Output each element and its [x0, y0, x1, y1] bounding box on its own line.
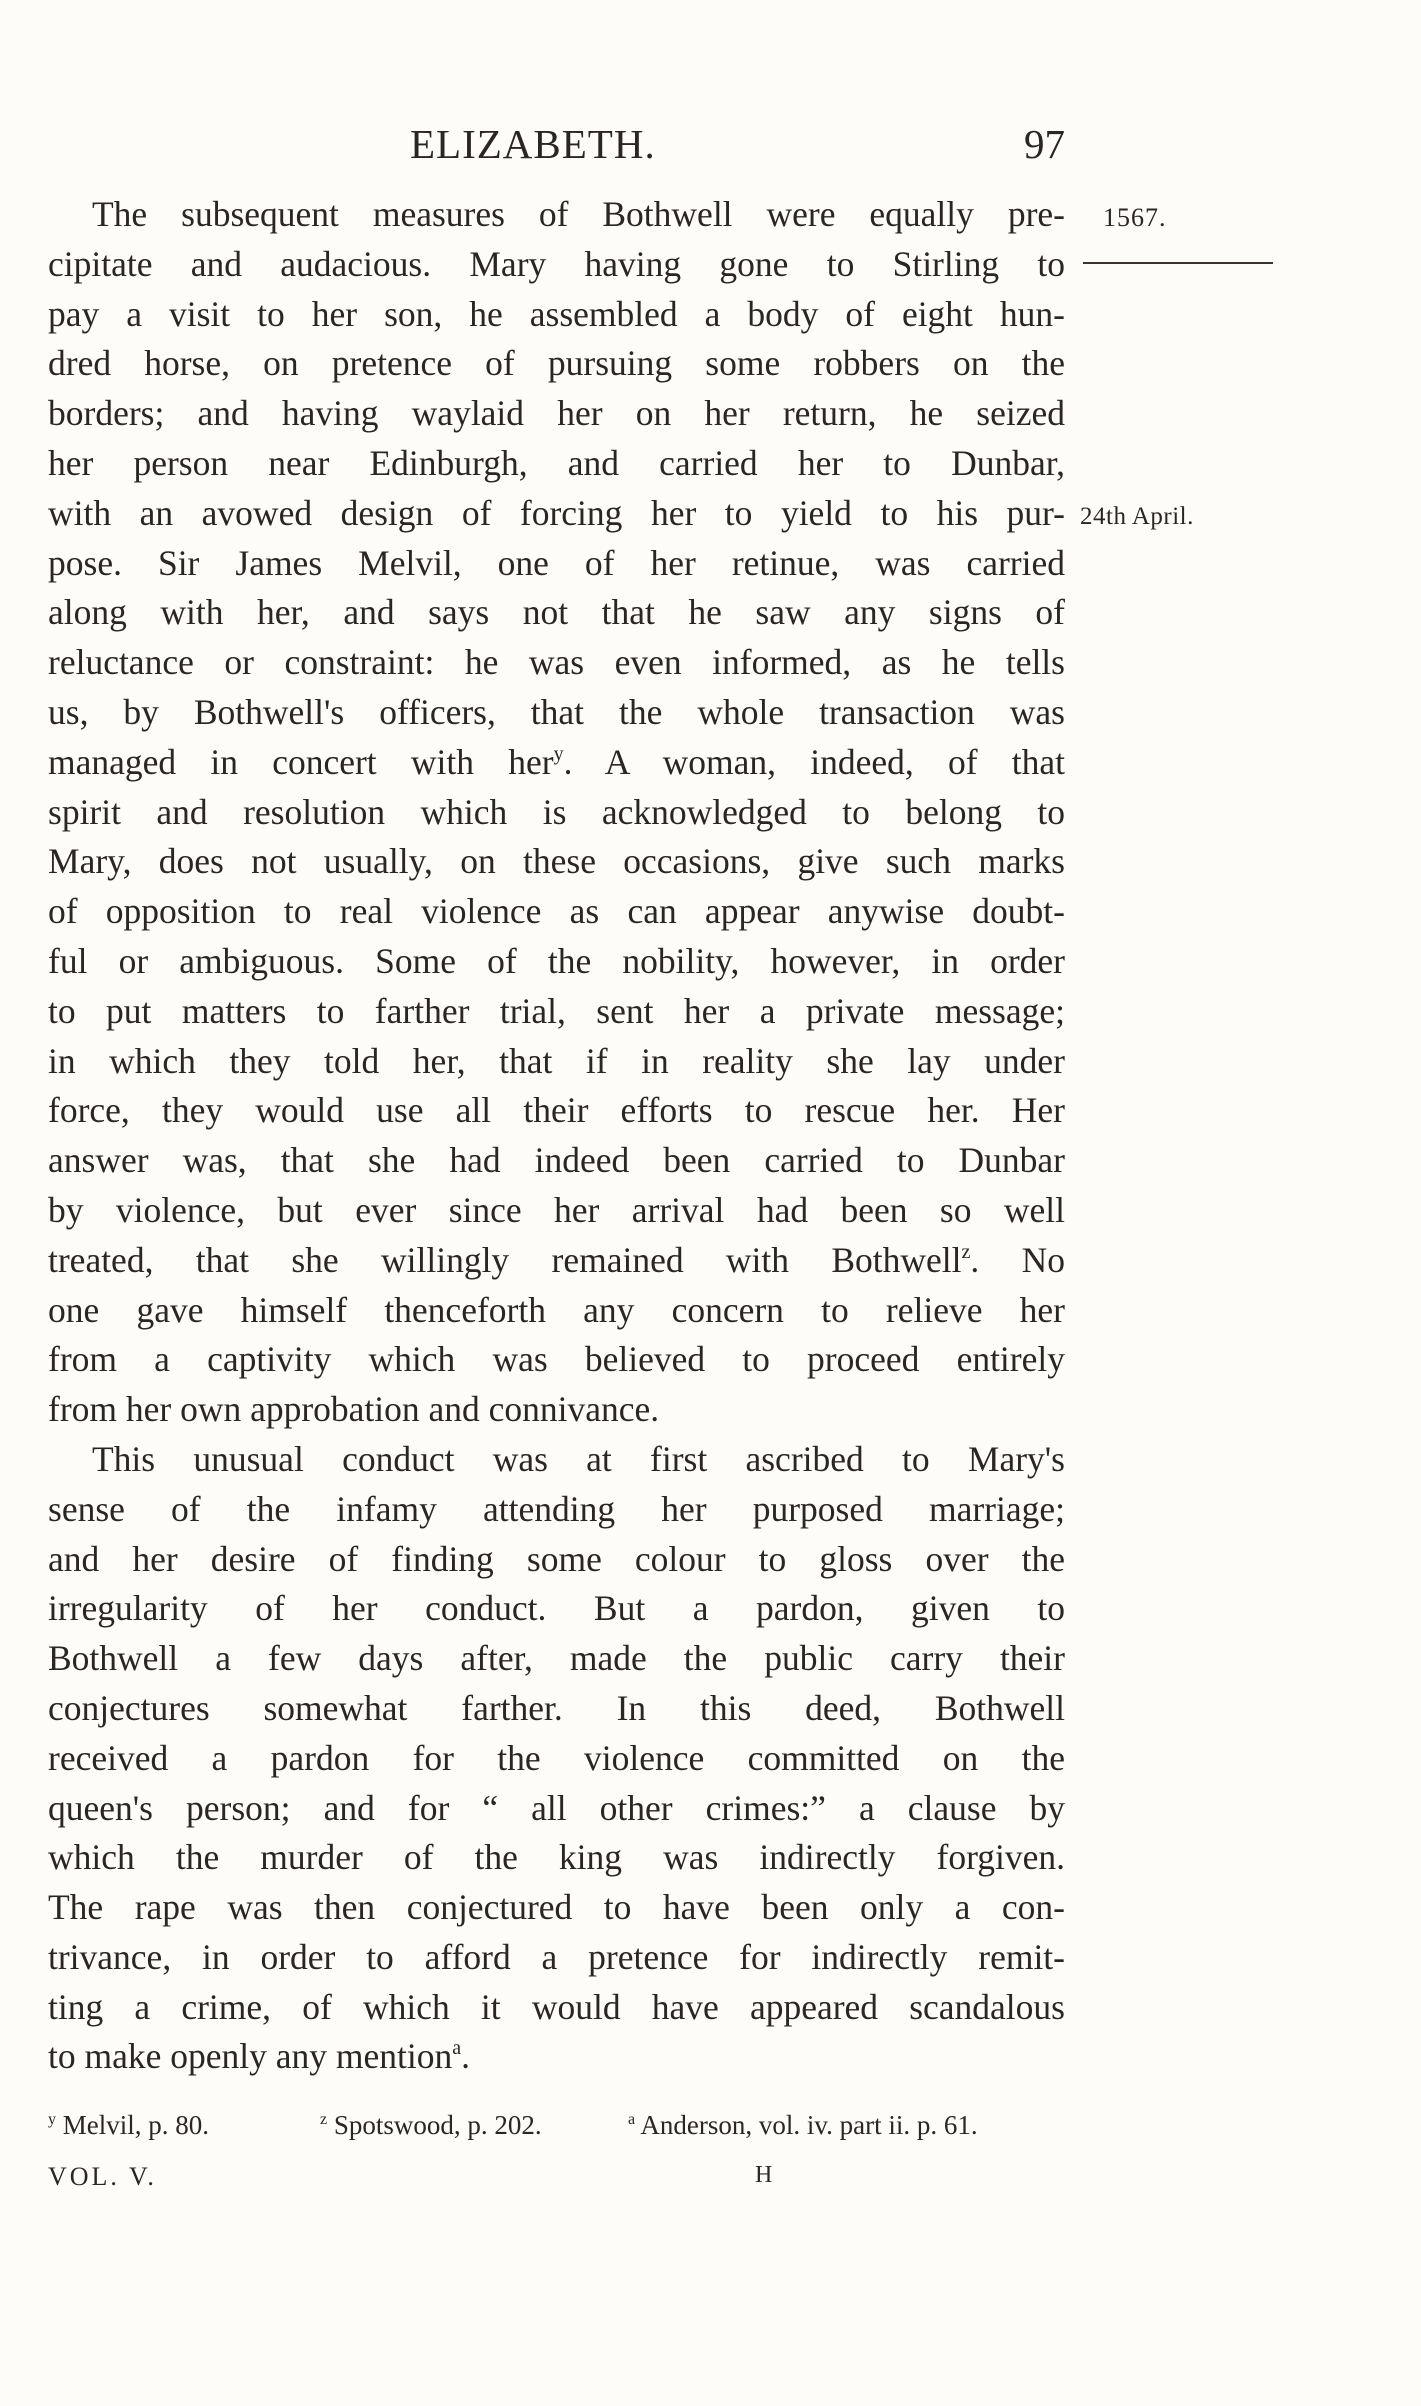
margin-rule: [1083, 262, 1273, 264]
text-line: from her own approbation and connivance.: [48, 1389, 660, 1430]
paragraph-2: [48, 1435, 1065, 2082]
footnote-text: Melvil, p. 80.: [62, 2110, 209, 2140]
text-line: pay a visit to her son, he assembled a body of eight hun-: [48, 293, 1065, 334]
footnote-y: [48, 2110, 209, 2141]
body-text: [48, 190, 1065, 2082]
footnotes: [48, 2110, 1065, 2150]
text-line: The rape was then conjectured to have been only a con-: [48, 1887, 1065, 1928]
text-line: spirit and resolution which is acknowledged to belong to: [48, 791, 1065, 832]
footnote-ref-y: y: [553, 742, 564, 765]
text-fragment: A woman, indeed, of that: [604, 741, 1065, 782]
footnote-mark: y: [48, 2111, 56, 2128]
running-header: [400, 120, 1065, 180]
text-fragment: treated, that she willingly remained with Bothwell: [48, 1239, 962, 1280]
margin-year: 1567.: [1103, 203, 1167, 232]
signature-mark: H: [755, 2162, 773, 2188]
text-line: us, by Bothwell's officers, that the whole transaction was: [48, 691, 1065, 732]
text-line: sense of the infamy attending her purposed marriage;: [48, 1488, 1065, 1529]
text-line: conjectures somewhat farther. In this deed, Bothwell: [48, 1687, 1065, 1728]
paragraph-1: [48, 190, 1065, 1435]
text-fragment: managed in concert with her: [48, 741, 554, 782]
text-line: which the murder of the king was indirectly forgiven.: [48, 1837, 1065, 1878]
text-line: reluctance or constraint: he was even informed, as he tells: [48, 642, 1065, 683]
text-line: from a captivity which was believed to proceed entirely: [48, 1339, 1065, 1380]
text-line: This unusual conduct was at first ascribed to Mary's: [92, 1438, 1065, 1479]
text-line: borders; and having waylaid her on her return, he seized: [48, 393, 1065, 434]
page-number: 97: [1024, 121, 1065, 167]
text-line: force, they would use all their efforts to rescue her. Her: [48, 1090, 1065, 1131]
text-fragment: No: [1021, 1239, 1065, 1280]
text-line: with an avowed design of forcing her to yield to his pur-: [48, 492, 1065, 533]
text-line: dred horse, on pretence of pursuing some robbers on the: [48, 343, 1065, 384]
text-fragment: to make openly any mention: [48, 2036, 453, 2077]
footnote-mark: a: [628, 2111, 636, 2128]
text-line: in which they told her, that if in reality she lay under: [48, 1040, 1065, 1081]
text-line: Bothwell a few days after, made the public carry their: [48, 1638, 1065, 1679]
text-line-with-note-a: to make openly any mention$^a$.: [48, 2036, 470, 2077]
footnote-text: Spotswood, p. 202.: [333, 2110, 542, 2140]
running-title: ELIZABETH.: [410, 121, 656, 167]
text-line: cipitate and audacious. Mary having gone to Stirling to: [48, 243, 1065, 284]
footnote-ref-z: z: [961, 1240, 971, 1263]
volume-signature: VOL. V.: [48, 2162, 157, 2191]
text-line: to put matters to farther trial, sent her a private message;: [48, 990, 1065, 1031]
text-line: one gave himself thenceforth any concern to relieve her: [48, 1289, 1065, 1330]
text-line: ful or ambiguous. Some of the nobility, however, in order: [48, 940, 1065, 981]
text-line: of opposition to real violence as can appear anywise doubt-: [48, 891, 1065, 932]
text-line: ting a crime, of which it would have appeared scandalous: [48, 1986, 1065, 2027]
margin-date: 24th April.: [1080, 503, 1194, 530]
text-line: her person near Edinburgh, and carried her to Dunbar,: [48, 442, 1065, 483]
text-line: queen's person; and for “ all other crimes:” a clause by: [48, 1787, 1065, 1828]
footnote-ref-a: a: [452, 2037, 462, 2060]
text-line: along with her, and says not that he saw any signs of: [48, 592, 1065, 633]
text-line: The subsequent measures of Bothwell were equally pre-: [92, 194, 1065, 234]
text-line: and her desire of finding some colour to gloss over the: [48, 1538, 1065, 1579]
text-line: answer was, that she had indeed been carried to Dunbar: [48, 1140, 1065, 1181]
footnote-text: Anderson, vol. iv. part ii. p. 61.: [640, 2110, 978, 2140]
footnote-z: [320, 2110, 542, 2141]
text-line: Mary, does not usually, on these occasions, give such marks: [48, 841, 1065, 882]
text-line: pose. Sir James Melvil, one of her retinue, was carried: [48, 542, 1065, 583]
footnote-mark: z: [320, 2111, 328, 2128]
text-line: trivance, in order to afford a pretence for indirectly remit-: [48, 1936, 1065, 1977]
footnote-a: [628, 2110, 978, 2141]
text-line: irregularity of her conduct. But a pardon, given to: [48, 1588, 1065, 1629]
text-line: received a pardon for the violence committed on the: [48, 1737, 1065, 1778]
text-line-with-note-y: managed in concert with her$^y$. A woman, indeed, of that: [48, 741, 1065, 782]
text-line-with-note-z: treated, that she willingly remained with Bothwell$^z$. No: [48, 1239, 1065, 1280]
text-line: by violence, but ever since her arrival had been so well: [48, 1189, 1065, 1230]
